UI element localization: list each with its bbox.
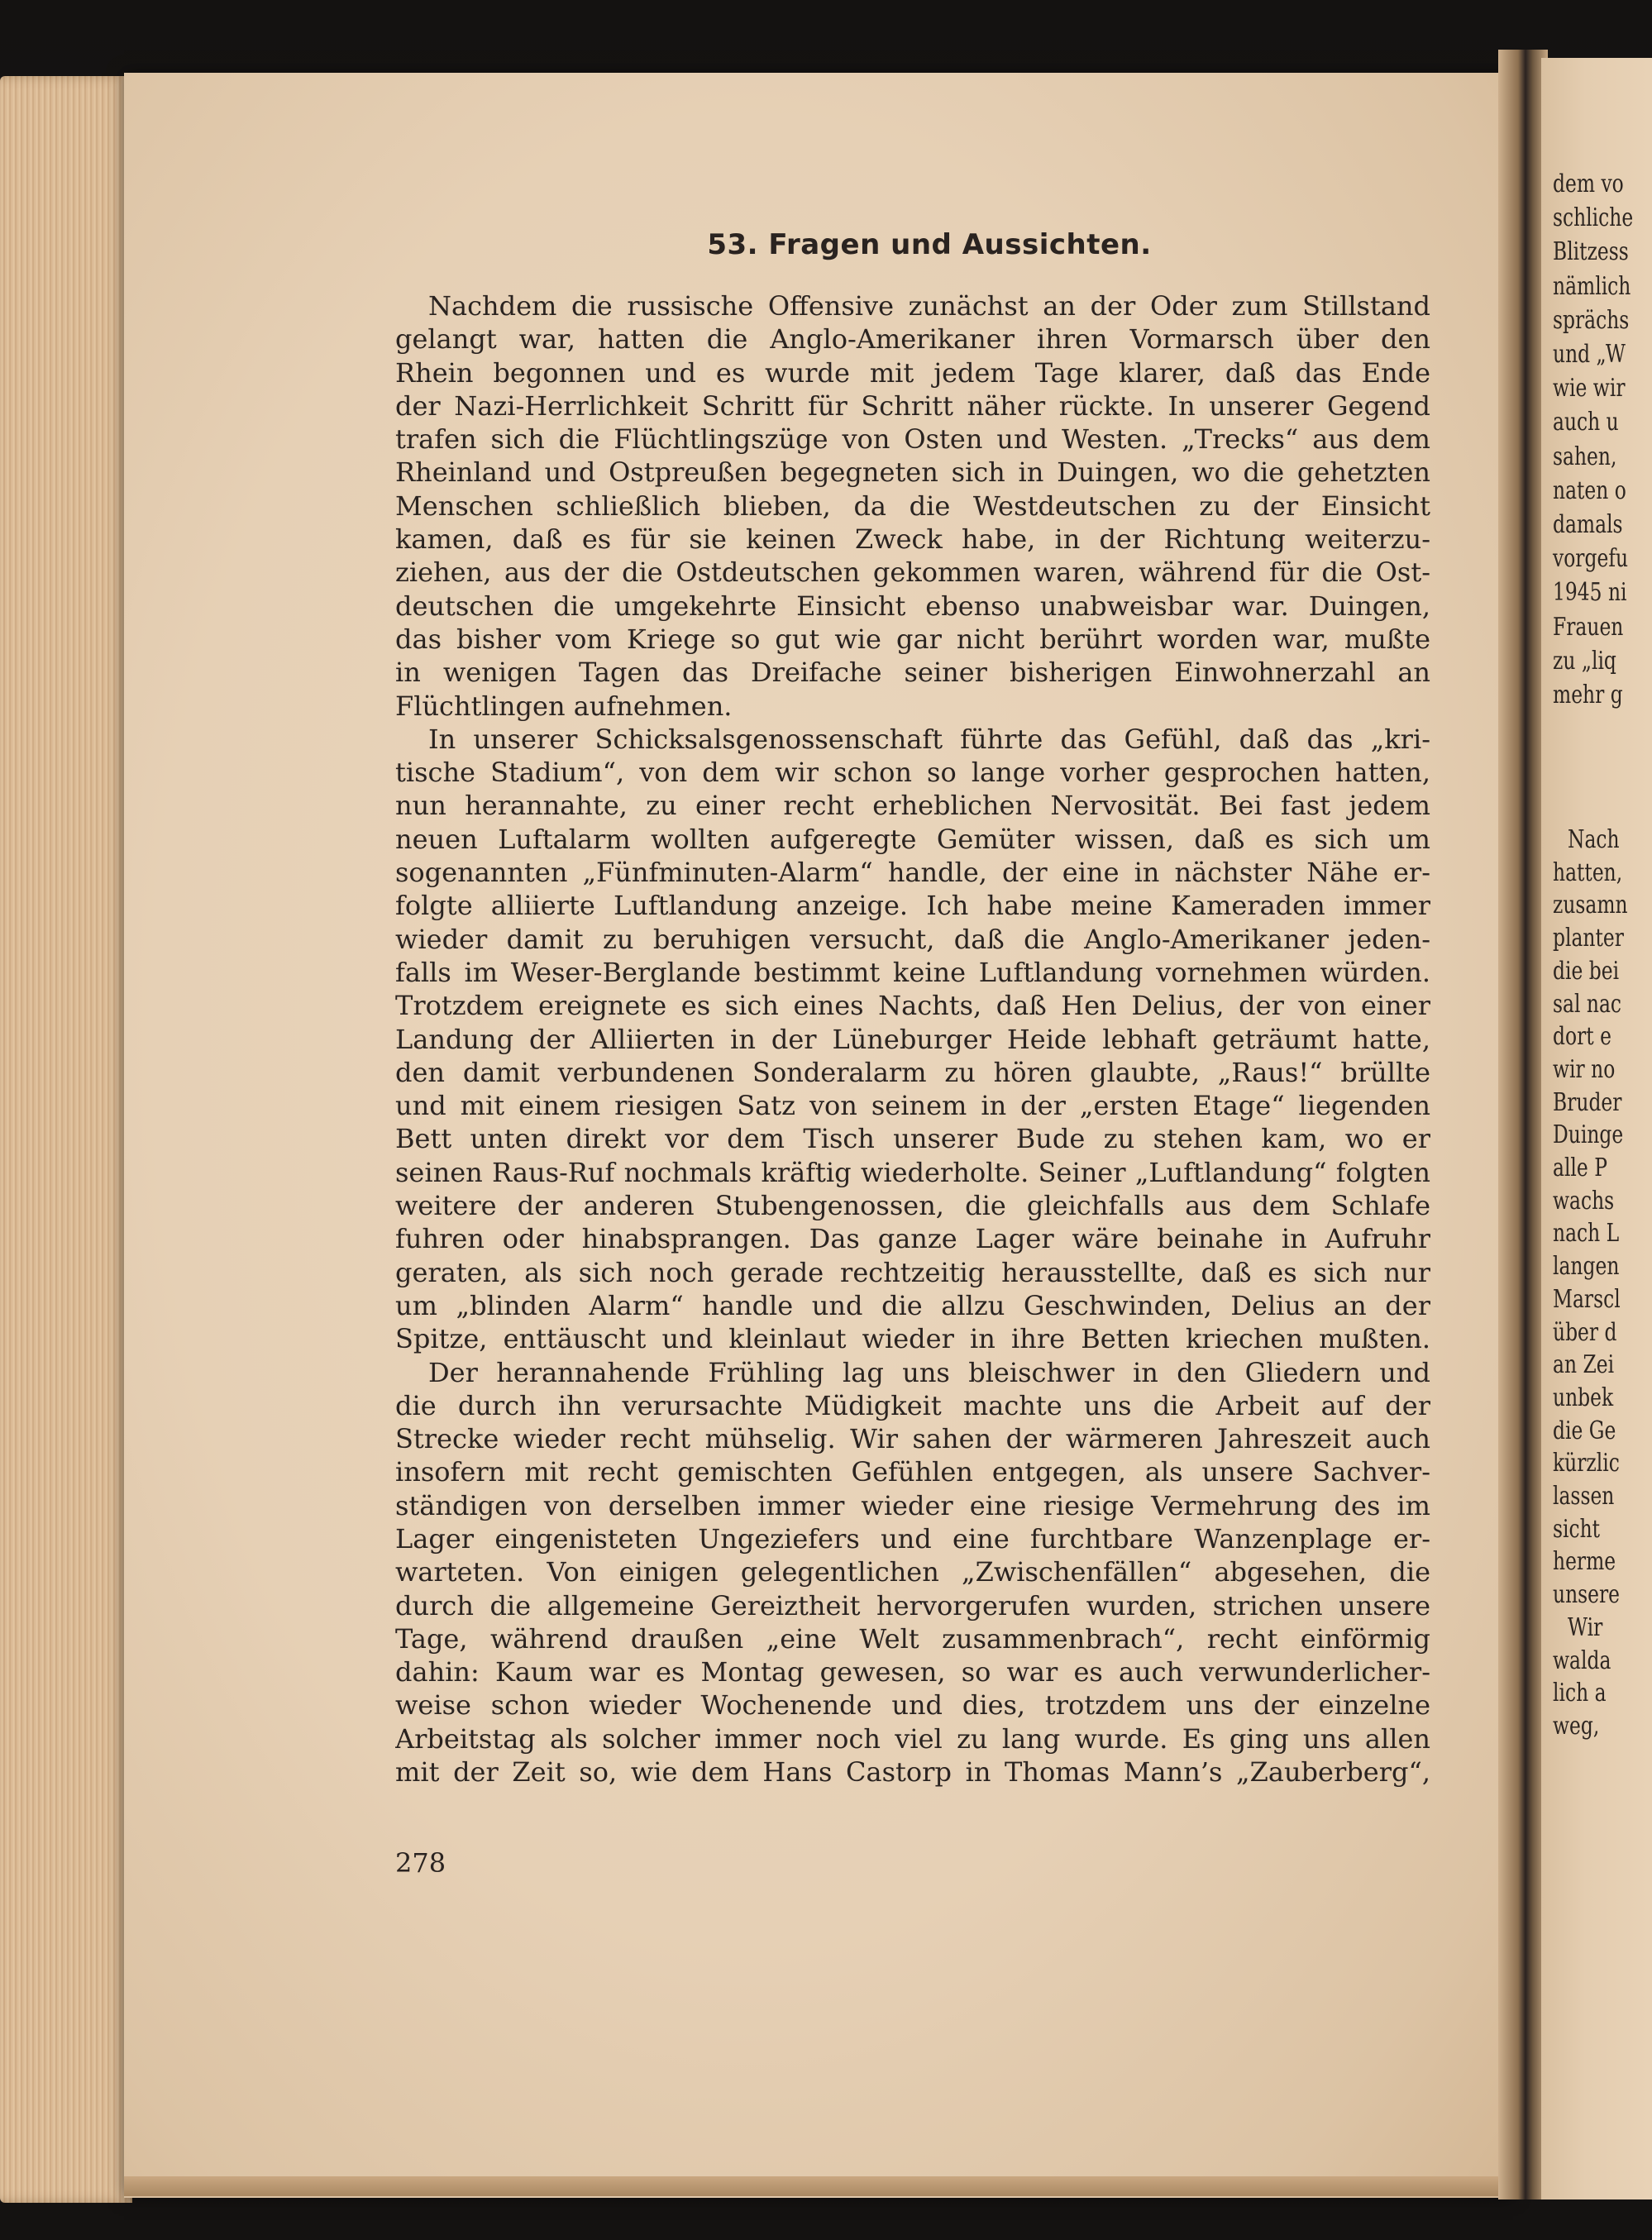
right-page-fragment: die Ge xyxy=(1553,1416,1616,1445)
book-gutter xyxy=(1498,50,1548,2199)
right-page-fragment: unsere xyxy=(1553,1580,1621,1610)
right-page-fragment: wachs xyxy=(1553,1186,1615,1216)
right-page-fragment: die bei xyxy=(1553,956,1620,986)
text-line: Flüchtlingen aufnehmen. xyxy=(395,690,733,722)
text-line: durch die allgemeine Gereiztheit hervorgerufen wurden, strichen unsere xyxy=(395,1589,1430,1621)
text-line: Der herannahende Frühling lag uns bleischwer in den Gliedern und xyxy=(428,1356,1430,1388)
page-bottom-edge xyxy=(124,2176,1521,2196)
text-line: neuen Luftalarm wollten aufgeregte Gemüter wissen, daß es sich um xyxy=(395,823,1430,855)
text-line: deutschen die umgekehrte Einsicht ebenso unabweisbar war. Duingen, xyxy=(395,590,1430,622)
right-page-fragment: lich a xyxy=(1553,1679,1607,1708)
text-line: Rheinland und Ostpreußen begegneten sich in Duingen, wo die gehetzten xyxy=(395,456,1430,489)
text-line: Menschen schließlich blieben, da die Westdeutschen zu der Einsicht xyxy=(395,490,1430,522)
text-line: der Nazi-Herrlichkeit Schritt für Schritt näher rückte. In unserer Gegend xyxy=(395,389,1430,422)
text-line: die durch ihn verursachte Müdigkeit machte uns die Arbeit auf der xyxy=(395,1389,1430,1421)
right-page-sliver xyxy=(1541,58,1652,2199)
right-page-fragment: lassen xyxy=(1553,1482,1615,1511)
page-edges xyxy=(0,76,132,2203)
right-page-fragment: damals xyxy=(1553,510,1623,539)
text-line: Arbeitstag als solcher immer noch viel zu lang wurde. Es ging uns allen xyxy=(395,1722,1430,1755)
text-block xyxy=(395,228,1430,1789)
text-line: seinen Raus-Ruf nochmals kräftig wiederholte. Seiner „Luftlandung“ folgten xyxy=(395,1156,1430,1188)
right-page-fragment: dort e xyxy=(1553,1022,1611,1052)
text-line: folgte alliierte Luftlandung anzeige. Ich habe meine Kameraden immer xyxy=(395,890,1430,922)
text-line: weise schon wieder Wochenende und dies, trotzdem uns der einzelne xyxy=(395,1689,1430,1722)
right-page-fragment: mehr g xyxy=(1553,681,1623,709)
text-line: insofern mit recht gemischten Gefühlen entgegen, als unsere Sachver- xyxy=(395,1456,1430,1488)
text-line: und mit einem riesigen Satz von seinem in der „ersten Etage“ liegenden xyxy=(395,1090,1430,1122)
right-page-fragment: Blitzess xyxy=(1553,237,1629,267)
text-line: Rhein begonnen und es wurde mit jedem Tage klarer, daß das Ende xyxy=(395,356,1430,389)
right-page-fragment: Frauen xyxy=(1553,612,1624,642)
text-line: kamen, daß es für sie keinen Zweck habe, in der Richtung weiterzu- xyxy=(395,523,1430,556)
text-line: ständigen von derselben immer wieder eine riesige Vermehrung des im xyxy=(395,1489,1430,1521)
text-line: In unserer Schicksalsgenossenschaft führte das Gefühl, daß das „kri- xyxy=(428,723,1430,755)
right-page-fragment: nach L xyxy=(1553,1219,1620,1249)
right-page-fragment: nämlich xyxy=(1553,271,1631,301)
right-page-fragment: Duinge xyxy=(1553,1120,1624,1150)
right-page-fragment: zusamn xyxy=(1553,891,1628,920)
text-line: um „blinden Alarm“ handle und die allzu Geschwinden, Delius an der xyxy=(395,1289,1430,1321)
right-page-fragment: Bruder xyxy=(1553,1087,1622,1117)
text-line: tische Stadium“, von dem wir schon so lange vorher gesprochen hatten, xyxy=(395,757,1430,789)
right-page-fragment: vorgefu xyxy=(1553,544,1629,574)
right-page-fragment: sicht xyxy=(1553,1514,1601,1544)
chapter-heading: 53. Fragen und Aussichten. xyxy=(707,228,1152,261)
right-page-fragment: zu „liq xyxy=(1553,646,1616,676)
text-line: warteten. Von einigen gelegentlichen „Zwischenfällen“ abgesehen, die xyxy=(395,1556,1430,1588)
right-page-fragment: und „W xyxy=(1553,340,1626,369)
text-line: Lager eingenisteten Ungeziefers und eine furchtbare Wanzenplage er- xyxy=(395,1522,1430,1555)
text-line: Landung der Alliierten in der Lüneburger Heide lebhaft geträumt hatte, xyxy=(395,1023,1430,1055)
text-line: weitere der anderen Stubengenossen, die gleichfalls aus dem Schlafe xyxy=(395,1190,1430,1222)
text-line: trafen sich die Flüchtlingszüge von Osten und Westen. „Trecks“ aus dem xyxy=(395,423,1430,456)
right-page-fragment: an Zei xyxy=(1553,1350,1615,1380)
right-page-fragment: hatten, xyxy=(1553,857,1623,887)
right-page-fragment: schliche xyxy=(1553,203,1634,233)
right-page-fragment: wir no xyxy=(1553,1054,1616,1084)
right-page-fragment: dem vo xyxy=(1553,170,1624,198)
text-line: ziehen, aus der die Ostdeutschen gekommen waren, während für die Ost- xyxy=(395,556,1430,589)
right-page-fragment: langen xyxy=(1553,1252,1620,1282)
text-line: mit der Zeit so, wie dem Hans Castorp in Thomas Mann’s „Zauberberg“, xyxy=(395,1756,1430,1789)
body-text xyxy=(395,289,1430,1789)
text-line: fuhren oder hinabsprangen. Das ganze Lager wäre beinahe in Aufruhr xyxy=(395,1223,1430,1255)
right-page-fragment: wie wir xyxy=(1553,374,1626,404)
text-line: Spitze, enttäuscht und kleinlaut wieder in ihre Betten kriechen mußten. xyxy=(395,1323,1430,1355)
text-line: sogenannten „Fünfminuten-Alarm“ handle, der eine in nächster Nähe er- xyxy=(395,857,1430,889)
right-page-fragment: 1945 ni xyxy=(1553,578,1627,608)
right-page-fragment: sprächs xyxy=(1553,305,1630,335)
right-page-fragment: herme xyxy=(1553,1547,1616,1577)
right-page-fragment: Nach xyxy=(1568,825,1620,854)
text-line: geraten, als sich noch gerade rechtzeitig herausstellte, daß es sich nur xyxy=(395,1256,1430,1288)
right-page-fragment: Wir xyxy=(1568,1612,1603,1642)
right-page-fragment: unbek xyxy=(1553,1383,1614,1412)
right-page-fragment: weg, xyxy=(1553,1711,1600,1741)
right-page-fragment: sal nac xyxy=(1553,989,1622,1019)
text-line: Trotzdem ereignete es sich eines Nachts, daß Hen Delius, der von einer xyxy=(395,990,1430,1022)
right-page-fragment: planter xyxy=(1553,924,1624,953)
right-page-fragment: über d xyxy=(1553,1317,1617,1347)
text-line: dahin: Kaum war es Montag gewesen, so war es auch verwunderlicher- xyxy=(395,1656,1430,1688)
text-line: Bett unten direkt vor dem Tisch unserer Bude zu stehen kam, wo er xyxy=(395,1123,1430,1155)
right-page-fragment: alle P xyxy=(1553,1153,1607,1182)
text-line: Strecke wieder recht mühselig. Wir sahen der wärmeren Jahreszeit auch xyxy=(395,1423,1430,1455)
right-page-fragment: Marscl xyxy=(1553,1284,1621,1314)
text-line: falls im Weser-Berglande bestimmt keine Luftlandung vornehmen würden. xyxy=(395,956,1430,988)
right-page-fragment: walda xyxy=(1553,1645,1611,1675)
text-line: in wenigen Tagen das Dreifache seiner bisherigen Einwohnerzahl an xyxy=(395,657,1430,689)
text-line: den damit verbundenen Sonderalarm zu hören glaubte, „Raus!“ brüllte xyxy=(395,1056,1430,1088)
right-page-fragment: auch u xyxy=(1553,408,1619,437)
text-line: das bisher vom Kriege so gut wie gar nicht berührt worden war, mußte xyxy=(395,623,1430,655)
right-page-fragment: kürzlic xyxy=(1553,1449,1620,1478)
text-line: nun herannahte, zu einer recht erheblichen Nervosität. Bei fast jedem xyxy=(395,790,1430,822)
text-line: gelangt war, hatten die Anglo-Amerikaner ihren Vormarsch über den xyxy=(395,323,1430,356)
text-line: Nachdem die russische Offensive zunächst an der Oder zum Stillstand xyxy=(428,290,1430,322)
page-number: 278 xyxy=(395,1847,446,1879)
right-page-fragment: naten o xyxy=(1553,475,1626,505)
text-line: Tage, während draußen „eine Welt zusammenbrach“, recht einförmig xyxy=(395,1622,1430,1655)
right-page-fragment: sahen, xyxy=(1553,442,1617,471)
text-line: wieder damit zu beruhigen versucht, daß die Anglo-Amerikaner jeden- xyxy=(395,923,1430,955)
